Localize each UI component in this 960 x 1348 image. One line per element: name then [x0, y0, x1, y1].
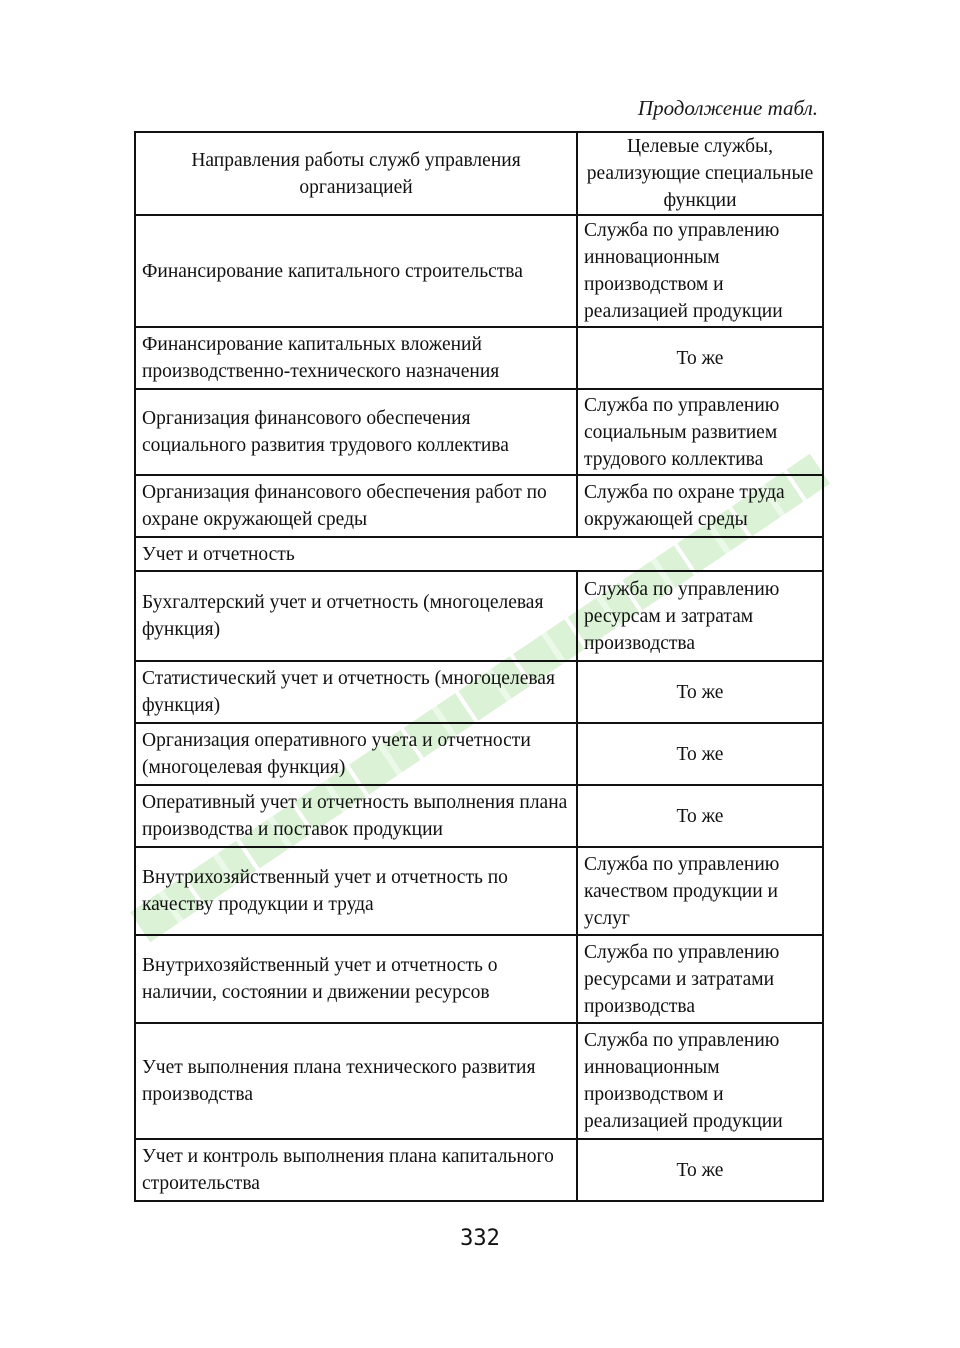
section-row	[135, 537, 823, 571]
service-cell: То же	[577, 327, 823, 389]
service-cell: Служба по управлению качеством продукции и услуг	[577, 847, 823, 935]
table-row	[135, 327, 823, 389]
service-cell: То же	[577, 1139, 823, 1201]
table-row	[135, 475, 823, 537]
service-cell: То же	[577, 661, 823, 723]
service-cell: Служба по управлению инновационным производством и реализацией продукции	[577, 1023, 823, 1139]
direction-cell: Организация финансового обеспечения работ по охране окружающей среды	[135, 475, 577, 537]
direction-cell: Учет выполнения плана технического развития производства	[135, 1023, 577, 1139]
page-number: 332	[460, 1226, 500, 1251]
service-cell: То же	[577, 785, 823, 847]
table-row	[135, 785, 823, 847]
section-title: Учет и отчетность	[135, 537, 823, 571]
table-continuation-caption: Продолжение табл.	[637, 96, 818, 120]
service-cell: Служба по управлению инновационным производством и реализацией продукции	[577, 215, 823, 327]
direction-cell: Внутрихозяйственный учет и отчетность о наличии, состоянии и движении ресурсов	[135, 935, 577, 1023]
table-row	[135, 847, 823, 935]
direction-cell: Учет и контроль выполнения плана капитального строительства	[135, 1139, 577, 1201]
service-cell: Служба по управлению социальным развитием трудового коллектива	[577, 389, 823, 475]
direction-cell: Бухгалтерский учет и отчетность (многоцелевая функция)	[135, 571, 577, 661]
direction-cell: Внутрихозяйственный учет и отчетность по качеству продукции и труда	[135, 847, 577, 935]
table-row	[135, 661, 823, 723]
table-header-row	[135, 132, 823, 215]
header-directions: Направления работы служб управления организацией	[135, 132, 577, 215]
service-cell: Служба по охране труда окружающей среды	[577, 475, 823, 537]
functions-table	[134, 131, 824, 1202]
direction-cell: Финансирование капитальных вложений производственно-технического назначения	[135, 327, 577, 389]
table-row	[135, 1139, 823, 1201]
service-cell: Служба по управлению ресурсами и затратами производства	[577, 935, 823, 1023]
table-row	[135, 723, 823, 785]
table-row	[135, 389, 823, 475]
table-row	[135, 935, 823, 1023]
direction-cell: Оперативный учет и отчетность выполнения плана производства и поставок продукции	[135, 785, 577, 847]
service-cell: Служба по управлению ресурсам и затратам производства	[577, 571, 823, 661]
direction-cell: Финансирование капитального строительства	[135, 215, 577, 327]
direction-cell: Организация оперативного учета и отчетности (многоцелевая функция)	[135, 723, 577, 785]
direction-cell: Статистический учет и отчетность (многоцелевая функция)	[135, 661, 577, 723]
direction-cell: Организация финансового обеспечения социального развития трудового коллектива	[135, 389, 577, 475]
table-row	[135, 215, 823, 327]
table-row	[135, 571, 823, 661]
table-row	[135, 1023, 823, 1139]
service-cell: То же	[577, 723, 823, 785]
header-target-services: Целевые службы, реализующие специальные функции	[577, 132, 823, 215]
